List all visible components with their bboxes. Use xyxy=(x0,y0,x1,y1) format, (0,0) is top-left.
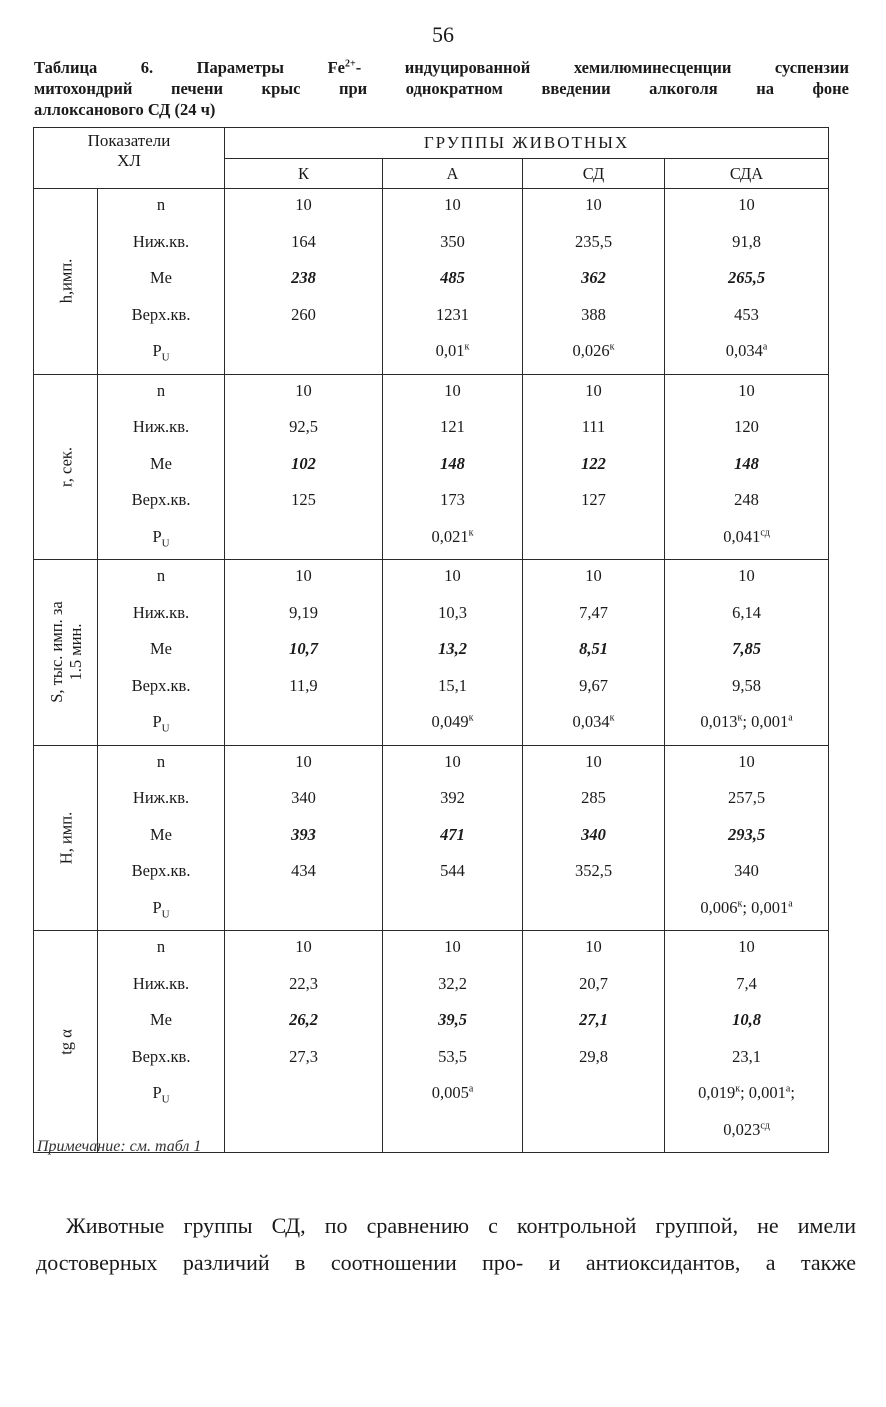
value-q3: 173 xyxy=(440,490,465,509)
p-value: $0,049^к$ xyxy=(431,712,474,731)
parameter-names xyxy=(98,931,225,1153)
value-q1: 350 xyxy=(440,231,465,251)
caption-line2: митохондрий печени крыс при однократном введении алкоголя на фоне xyxy=(34,79,849,98)
value-q3: 9,67 xyxy=(579,675,608,695)
value-me: 8,51 xyxy=(579,639,608,658)
p-value xyxy=(225,894,382,931)
value-n: 10 xyxy=(295,566,312,585)
parameter-name: Верх.кв. xyxy=(131,675,191,695)
value-q3: 125 xyxy=(291,490,316,509)
value-q1: 9,19 xyxy=(289,602,318,622)
value-q1: 91,8 xyxy=(732,231,761,251)
parameter-name: Me xyxy=(150,639,172,658)
p-value: $0,034^а$ xyxy=(725,341,768,360)
value-n: 10 xyxy=(444,195,461,214)
value-q1: 32,2 xyxy=(438,973,467,993)
value-n: 10 xyxy=(738,195,755,214)
parameter-name: Ниж.кв. xyxy=(132,788,190,807)
value-n: 10 xyxy=(585,195,602,214)
parameter-name: Верх.кв. xyxy=(131,304,191,324)
value-me: 122 xyxy=(581,453,606,473)
value-q1: 111 xyxy=(581,417,606,436)
value-cell xyxy=(383,931,523,1153)
value-q3: 9,58 xyxy=(732,675,761,695)
p-value xyxy=(225,337,382,374)
value-n: 10 xyxy=(444,937,461,956)
p-value xyxy=(225,708,382,745)
value-n: 10 xyxy=(295,937,312,956)
parameter-name: Me xyxy=(150,824,172,844)
value-q3: 23,1 xyxy=(732,1046,761,1066)
value-q1: 10,3 xyxy=(438,602,467,622)
table-caption xyxy=(34,57,849,120)
caption-line3: аллоксанового СД (24 ч) xyxy=(34,100,216,119)
value-q1: 392 xyxy=(440,788,465,807)
indicator-label: tg α xyxy=(34,931,98,1153)
value-cell xyxy=(665,374,829,560)
parameter-name: Верх.кв. xyxy=(131,490,191,509)
value-me: 393 xyxy=(291,824,316,844)
value-q3: 453 xyxy=(734,304,759,324)
p-value: $0,034^к$ xyxy=(572,712,615,731)
p-value: $0,005^а$ xyxy=(431,1083,474,1102)
value-n: 10 xyxy=(585,751,602,771)
value-q3: 11,9 xyxy=(289,675,318,695)
parameter-names xyxy=(98,745,225,931)
indicator-block xyxy=(34,745,829,931)
value-q1: 340 xyxy=(291,788,316,807)
value-me: 39,5 xyxy=(438,1010,467,1029)
column-header: СД xyxy=(523,159,665,189)
value-q1: 121 xyxy=(440,417,465,436)
value-cell xyxy=(225,374,383,560)
value-me: 148 xyxy=(440,453,465,473)
parameter-name: Me xyxy=(150,1010,172,1029)
value-me: 27,1 xyxy=(579,1010,608,1029)
value-cell xyxy=(665,745,829,931)
value-n: 10 xyxy=(444,380,461,400)
indicator-label: h,имп. xyxy=(34,189,98,375)
parameter-name: Ниж.кв. xyxy=(132,231,190,251)
value-cell xyxy=(383,189,523,375)
indicator-label: S, тыс. имп. за 1.5 мин. xyxy=(34,560,98,746)
value-cell xyxy=(523,374,665,560)
value-cell xyxy=(225,745,383,931)
value-q3: 248 xyxy=(734,490,759,509)
parameter-name: n xyxy=(156,566,166,585)
value-n: 10 xyxy=(738,566,755,585)
value-n: 10 xyxy=(738,937,755,956)
value-n: 10 xyxy=(444,566,461,585)
paragraph-line1: Животные группы СД, по сравнению с контрольной группой, не имели xyxy=(66,1213,856,1238)
value-n: 10 xyxy=(295,751,312,771)
value-q1: 20,7 xyxy=(579,973,608,993)
value-q3: 27,3 xyxy=(289,1046,318,1066)
value-q3: 127 xyxy=(581,490,606,509)
value-q1: 164 xyxy=(291,231,316,251)
indicator-block xyxy=(34,931,829,1153)
column-header: А xyxy=(383,159,523,189)
value-me: 10,7 xyxy=(289,639,318,658)
caption-line1: Таблица 6. Параметры $Fe^{2+}-$ индуцированной хемилюминесценции суспензии xyxy=(34,58,850,77)
p-value: $0,026^к$ xyxy=(572,341,615,360)
p-value: $0,006^к$; $0,001^а$ xyxy=(700,897,793,917)
parameter-name: $P_U$ xyxy=(152,526,170,549)
value-q3: 260 xyxy=(291,304,316,324)
parameter-name: n xyxy=(156,751,166,771)
value-me: 485 xyxy=(440,268,465,287)
p-value-extra: $0,023^{сд}$ xyxy=(723,1119,770,1139)
value-me: 102 xyxy=(291,453,316,473)
parameter-name: n xyxy=(156,195,166,214)
value-me: 471 xyxy=(440,824,465,844)
parameter-name: $P_U$ xyxy=(152,341,170,364)
value-me: 26,2 xyxy=(289,1010,318,1029)
value-q1: 6,14 xyxy=(732,602,761,622)
value-q1: 257,5 xyxy=(727,788,766,807)
value-q3: 544 xyxy=(440,861,465,880)
parameter-name: Ниж.кв. xyxy=(132,417,190,436)
value-q3: 340 xyxy=(734,861,759,880)
value-q3: 1231 xyxy=(436,304,470,324)
value-n: 10 xyxy=(585,380,602,400)
value-n: 10 xyxy=(738,751,755,771)
value-me: 7,85 xyxy=(732,639,761,658)
page-number: 56 xyxy=(432,22,454,47)
parameter-name: Me xyxy=(150,453,172,473)
value-cell xyxy=(523,931,665,1153)
value-cell xyxy=(665,560,829,746)
indicator-label: r, сек. xyxy=(34,374,98,560)
parameter-name: Верх.кв. xyxy=(131,861,191,880)
value-me: 362 xyxy=(581,268,606,287)
value-me: 265,5 xyxy=(727,268,766,287)
parameter-name: $P_U$ xyxy=(152,897,170,920)
paragraph-line2: достоверных различий в соотношении про- и антиоксидантов, а также xyxy=(36,1250,856,1275)
value-q1: 92,5 xyxy=(289,417,318,436)
value-me: 148 xyxy=(734,453,759,473)
value-n: 10 xyxy=(295,380,312,400)
value-n: 10 xyxy=(295,195,312,214)
value-q1: 22,3 xyxy=(289,973,318,993)
p-value: $0,01^к$ xyxy=(435,341,470,360)
parameter-name: Me xyxy=(150,268,172,287)
value-q3: 29,8 xyxy=(579,1046,608,1066)
value-cell xyxy=(383,374,523,560)
p-value xyxy=(383,894,522,931)
groups-header: ГРУППЫ ЖИВОТНЫХ xyxy=(225,128,829,159)
value-cell xyxy=(523,560,665,746)
value-cell xyxy=(523,189,665,375)
parameter-name: $P_U$ xyxy=(152,1083,170,1106)
table-note: Примечание: см. табл 1 xyxy=(37,1138,202,1155)
p-value xyxy=(523,523,664,560)
value-cell xyxy=(383,745,523,931)
parameter-name: n xyxy=(156,380,166,400)
parameter-name: $P_U$ xyxy=(152,712,170,735)
p-value: $0,019^к$; $0,001^а$; xyxy=(698,1083,795,1102)
value-q3: 388 xyxy=(581,304,606,324)
column-header: К xyxy=(225,159,383,189)
value-cell xyxy=(383,560,523,746)
p-value xyxy=(225,1079,382,1116)
value-n: 10 xyxy=(444,751,461,771)
value-me: 293,5 xyxy=(727,824,766,844)
p-value xyxy=(225,523,382,560)
indicator-label: H, имп. xyxy=(34,745,98,931)
value-q1: 7,4 xyxy=(736,973,757,993)
value-q1: 7,47 xyxy=(579,602,608,622)
value-q1: 285 xyxy=(581,788,606,807)
parameter-name: Верх.кв. xyxy=(131,1046,191,1066)
p-value xyxy=(523,894,664,931)
value-cell xyxy=(523,745,665,931)
value-q3: 15,1 xyxy=(438,675,467,695)
column-header: СДА xyxy=(665,159,829,189)
value-cell xyxy=(665,931,829,1153)
p-value: $0,021^к$ xyxy=(431,526,474,546)
value-n: 10 xyxy=(585,566,602,585)
body-paragraph xyxy=(36,1207,856,1281)
p-value: $0,013^к$; $0,001^а$ xyxy=(700,712,793,731)
value-cell xyxy=(665,189,829,375)
indicator-block xyxy=(34,374,829,560)
parameter-name: n xyxy=(156,937,166,956)
parameter-names xyxy=(98,374,225,560)
value-n: 10 xyxy=(738,380,755,400)
p-value: $0,041^{сд}$ xyxy=(723,526,770,546)
value-me: 340 xyxy=(581,824,606,844)
value-q1: 120 xyxy=(734,417,759,436)
value-q3: 434 xyxy=(291,861,316,880)
parameter-name: Ниж.кв. xyxy=(132,602,190,622)
value-cell xyxy=(225,931,383,1153)
parameter-names xyxy=(98,560,225,746)
value-n: 10 xyxy=(585,937,602,956)
value-me: 238 xyxy=(291,268,316,287)
value-me: 13,2 xyxy=(438,639,467,658)
indicator-block xyxy=(34,560,829,746)
indicator-block xyxy=(34,189,829,375)
value-cell xyxy=(225,560,383,746)
data-table xyxy=(33,127,829,1153)
value-q3: 352,5 xyxy=(574,861,613,880)
value-q1: 235,5 xyxy=(574,231,613,251)
value-me: 10,8 xyxy=(732,1010,761,1029)
value-q3: 53,5 xyxy=(438,1046,467,1066)
parameter-names xyxy=(98,189,225,375)
indicators-header: Показатели ХЛ xyxy=(34,128,225,189)
p-value xyxy=(523,1079,664,1116)
value-cell xyxy=(225,189,383,375)
parameter-name: Ниж.кв. xyxy=(132,973,190,993)
